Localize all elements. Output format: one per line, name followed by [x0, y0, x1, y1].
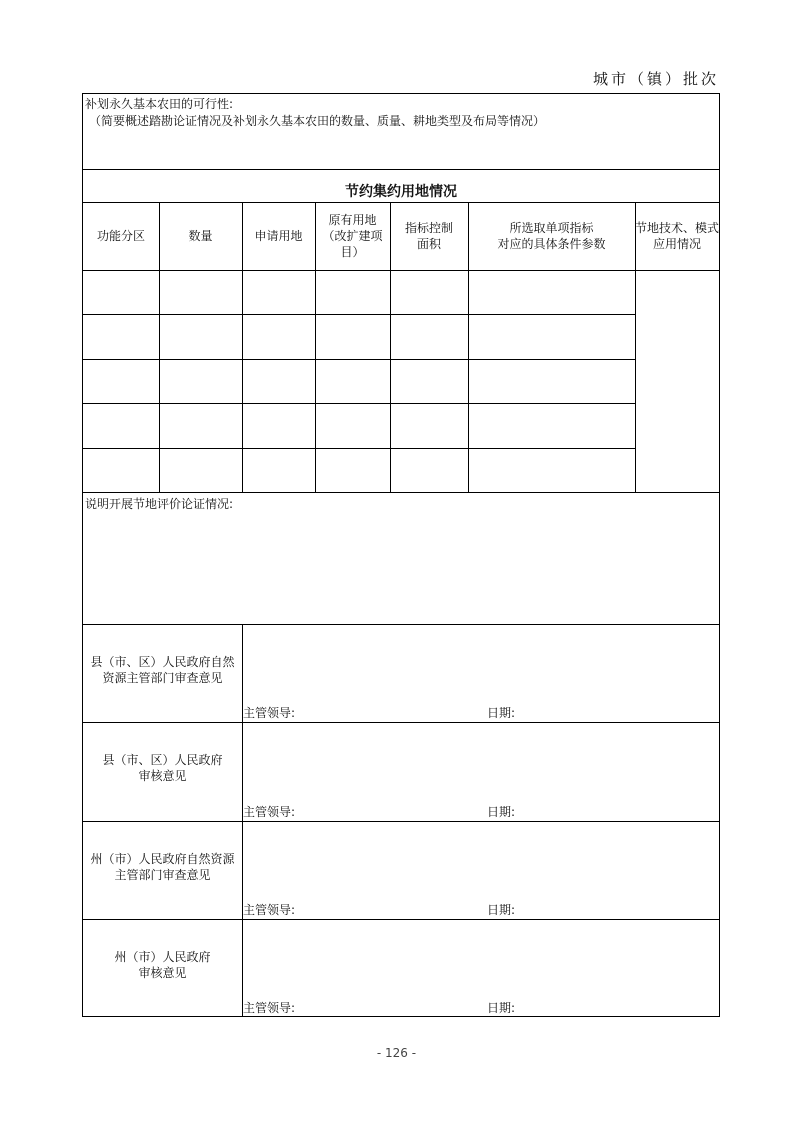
approval-authority-text: 县（市、区）人民政府自然: [90, 655, 235, 670]
approval-authority-text: 州（市）人民政府: [114, 950, 211, 965]
approval-authority-text: 审核意见: [138, 769, 187, 784]
date-label: 日期:: [487, 706, 516, 721]
grid-data-cell[interactable]: [469, 404, 634, 446]
approval-opinion-area[interactable]: [243, 822, 718, 898]
grid-data-cell[interactable]: [243, 360, 314, 402]
grid-header-text: 面积: [416, 237, 441, 251]
grid-data-cell[interactable]: [84, 360, 158, 402]
grid-data-cell[interactable]: [160, 271, 241, 313]
approval-authority-label: [83, 919, 242, 1011]
leader-signature-label: 主管领导:: [243, 1001, 296, 1016]
grid-data-cell[interactable]: [316, 360, 389, 402]
grid-data-cell[interactable]: [316, 404, 389, 446]
grid-header-text: 所选取单项指标: [509, 221, 594, 235]
grid-header-text: 节地技术、模式: [635, 221, 720, 235]
grid-header-cell: [390, 202, 468, 270]
farmland-feasibility-note: （简要概述踏勘论证情况及补划永久基本农田的数量、质量、耕地类型及布局等情况）: [89, 114, 546, 128]
grid-header-text: 功能分区: [96, 229, 145, 243]
grid-header-text: 原有用地: [328, 213, 377, 227]
approval-authority-text: 县（市、区）人民政府: [102, 753, 223, 768]
grid-data-cell[interactable]: [316, 315, 389, 357]
approval-authority-label: [83, 722, 242, 814]
grid-data-cell[interactable]: [84, 315, 158, 357]
grid-data-cell[interactable]: [243, 404, 314, 446]
grid-data-cell[interactable]: [160, 360, 241, 402]
grid-data-cell[interactable]: [469, 449, 634, 491]
leader-signature-label: 主管领导:: [243, 706, 296, 721]
grid-data-cell[interactable]: [391, 404, 467, 446]
grid-header-text: 应用情况: [652, 237, 701, 251]
grid-data-cell[interactable]: [160, 315, 241, 357]
grid-header-text: （改扩建项: [322, 229, 383, 243]
grid-data-cell[interactable]: [391, 315, 467, 357]
grid-header-cell: [159, 202, 242, 270]
farmland-feasibility-title: 补划永久基本农田的可行性:: [85, 97, 234, 111]
land-saving-evaluation-label: 说明开展节地评价论证情况:: [85, 497, 234, 511]
land-saving-section-title: 节约集约用地情况: [345, 184, 457, 200]
approval-authority-label: [83, 821, 242, 913]
grid-header-cell: [83, 202, 159, 270]
approval-authority-text: 资源主管部门审查意见: [102, 671, 223, 686]
grid-data-cell[interactable]: [84, 449, 158, 491]
grid-data-cell[interactable]: [391, 449, 467, 491]
technique-application-cell[interactable]: [636, 271, 718, 491]
application-form-table: [82, 93, 720, 1017]
approval-opinion-area[interactable]: [243, 625, 718, 701]
page-number: - 126 -: [376, 1046, 417, 1060]
date-label: 日期:: [487, 902, 516, 917]
leader-signature-label: 主管领导:: [243, 804, 296, 819]
approval-authority-label: [83, 624, 242, 716]
grid-data-cell[interactable]: [84, 404, 158, 446]
grid-header-text: 数量: [188, 229, 213, 243]
grid-data-cell[interactable]: [316, 271, 389, 313]
grid-data-cell[interactable]: [160, 449, 241, 491]
approval-authority-text: 州（市）人民政府自然资源: [90, 851, 235, 866]
grid-header-cell: [468, 202, 635, 270]
grid-header-text: 申请用地: [254, 229, 303, 243]
grid-data-cell[interactable]: [469, 360, 634, 402]
grid-data-cell[interactable]: [391, 360, 467, 402]
leader-signature-label: 主管领导:: [243, 902, 296, 917]
grid-bottom-divider: [83, 492, 719, 493]
grid-header-text: 指标控制: [404, 221, 453, 235]
date-label: 日期:: [487, 1001, 516, 1016]
grid-data-cell[interactable]: [316, 449, 389, 491]
grid-data-cell[interactable]: [243, 315, 314, 357]
grid-data-cell[interactable]: [469, 271, 634, 313]
grid-header-cell: [242, 202, 315, 270]
grid-data-cell[interactable]: [243, 271, 314, 313]
approval-authority-text: 主管部门审查意见: [114, 867, 211, 882]
batch-label: 城市（镇）批次: [592, 70, 719, 88]
approval-opinion-area[interactable]: [243, 723, 718, 799]
grid-header-cell: [315, 202, 390, 270]
grid-data-cell[interactable]: [243, 449, 314, 491]
grid-data-cell[interactable]: [391, 271, 467, 313]
farmland-section-divider: [83, 169, 719, 170]
date-label: 日期:: [487, 804, 516, 819]
grid-header-cell: [635, 202, 719, 270]
approval-authority-text: 审核意见: [138, 966, 187, 981]
grid-data-cell[interactable]: [160, 404, 241, 446]
grid-header-text: 对应的具体条件参数: [497, 237, 606, 251]
approval-opinion-area[interactable]: [243, 920, 718, 996]
grid-header-text: 目）: [340, 245, 365, 259]
grid-data-cell[interactable]: [84, 271, 158, 313]
grid-data-cell[interactable]: [469, 315, 634, 357]
